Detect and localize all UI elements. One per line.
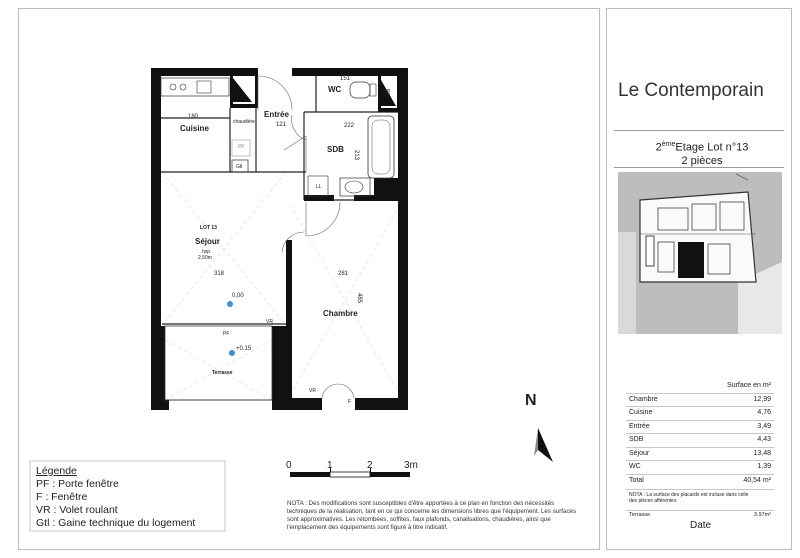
mark-f: F: [348, 399, 352, 405]
dim-wc-h: 92: [383, 88, 390, 96]
legend-item: VR : Volet roulant: [36, 504, 118, 516]
room-sejour: Séjour: [195, 237, 220, 246]
table-row: WC 1,39: [626, 460, 774, 474]
legend-item: F : Fenêtre: [36, 491, 88, 503]
room-chaudiere: chaudière: [233, 119, 255, 125]
lot-pieces: 2 pièces: [681, 154, 723, 167]
room-terrasse: Terrasse: [212, 370, 233, 376]
table-row: SDB 4,43: [626, 433, 774, 447]
dim-sdb: 222: [344, 123, 355, 129]
info-rule: [614, 167, 784, 168]
room-entree: Entrée: [264, 110, 289, 119]
date-label: Date: [690, 520, 712, 531]
sejour-hsp: hsp: [202, 249, 211, 255]
room-chambre: Chambre: [323, 309, 358, 318]
mark-ll: LL: [316, 184, 322, 190]
surface-table-header: Surface en m²: [727, 382, 771, 389]
dim-entree: 121: [276, 122, 287, 128]
mark-vr2: VR: [309, 388, 316, 394]
mark-pf-top: PF: [238, 144, 245, 150]
mark-pf: PF: [223, 331, 230, 337]
disclaimer-note: NOTA : Des modifications sont susceptibles d'être apportées à ce plan en fonction des nécessités techniques de la réalisation, tant en ce qui concerne les dimensions libres que l'équipement. Les surfaces sont approximatives. Les retombées, soffites, faux plafonds, canalisations, chaudières, ainsi que l'emplacement des équipements sont figuré à titre indicatif.: [287, 500, 577, 531]
table-terrasse-row: Terrasse 3,97m²: [626, 510, 774, 521]
dim-chambre: 281: [338, 271, 349, 277]
mark-gtl: Gtl: [236, 164, 243, 170]
key-plan: [618, 172, 782, 334]
scale-label-1: 1: [327, 460, 333, 471]
mark-vr: VR: [266, 319, 273, 325]
legend-item: Gtl : Gaine technique du logement: [36, 517, 196, 529]
table-nota-row: NOTA : La surface des placards est incluse dans celle des pièces afférentes: [626, 489, 774, 510]
north-label: N: [525, 392, 537, 409]
level-terrasse: +0.15: [236, 346, 252, 352]
level-sejour: 0,00: [232, 293, 244, 299]
dim-chambre-h: 485: [356, 292, 363, 304]
scale-label-2: 2: [367, 460, 373, 471]
lot-floor: 2èmeEtage Lot n°13: [655, 141, 749, 154]
surface-table: [626, 380, 774, 521]
lot-number: LOT 13: [200, 225, 217, 231]
legend-title: Légende: [36, 465, 77, 477]
table-row: Séjour 13,48: [626, 447, 774, 461]
table-total-row: Total 40,54 m²: [626, 474, 774, 489]
title-rule: [614, 130, 784, 131]
dim-sejour: 318: [214, 271, 225, 277]
dim-cuisine: 180: [188, 114, 199, 120]
room-cuisine: Cuisine: [180, 124, 209, 133]
scale-label-3: 3m: [404, 460, 418, 471]
north-arrow-icon: [534, 428, 553, 462]
sejour-hsp-value: 2,50m: [198, 255, 212, 261]
table-row: Cuisine 4,76: [626, 406, 774, 420]
legend-item: PF : Porte fenêtre: [36, 478, 119, 490]
dim-sdb-h: 213: [353, 149, 360, 161]
room-wc: WC: [328, 85, 342, 94]
building-title: Le Contemporain: [618, 80, 764, 101]
dim-wc: 151: [340, 76, 351, 82]
table-row: Chambre 12,99: [626, 393, 774, 407]
lot-info: [612, 138, 792, 168]
scale-label-0: 0: [286, 460, 292, 471]
table-row: Entrée 3,49: [626, 420, 774, 434]
room-sdb: SDB: [327, 145, 344, 154]
